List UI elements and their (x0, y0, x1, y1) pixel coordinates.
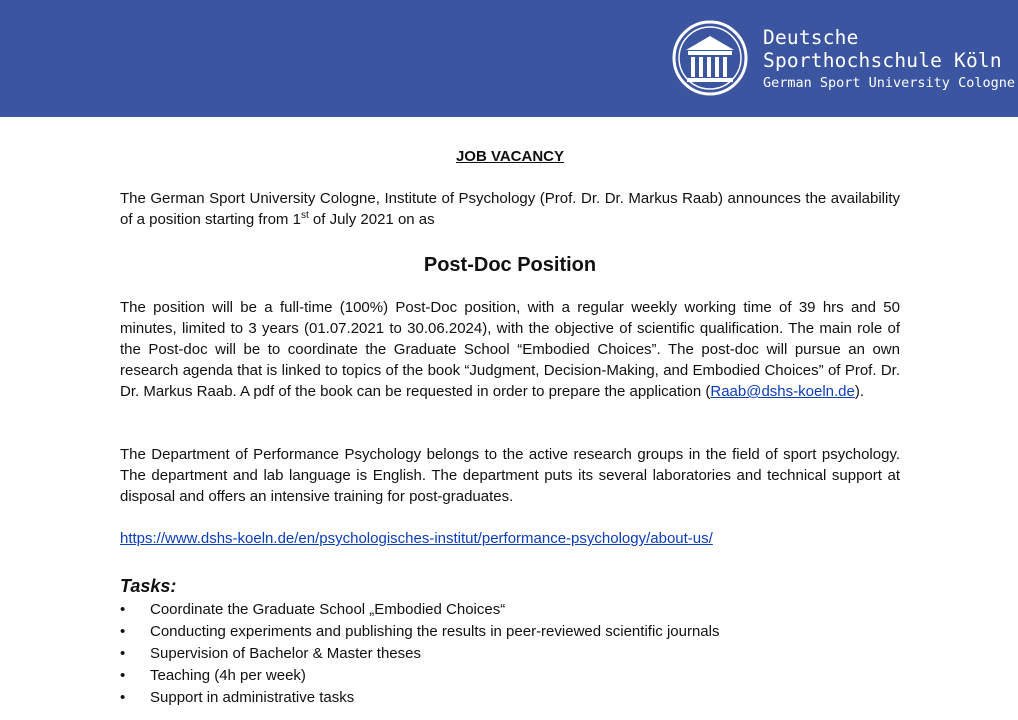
intro-paragraph (120, 188, 900, 230)
position-text: The position will be a full-time (100%) Post-Doc position, with a regular weekly working time of 39 hrs and 50 minutes, limited to 3 years (01.07.2021 to 30.06.2024), with the objective of scientific qualification. The main role of the Post-doc will be to coordinate the Graduate School “Embodied Choices”. The post-doc will pursue an own research agenda that is linked to topics of the book “Judgment, Decision-Making, and Embodied Choices” of Prof. Dr. Dr. Markus Raab. A pdf of the book can be requested in order to prepare the application ( (120, 299, 900, 400)
bullet-icon: • (120, 689, 126, 706)
brand-line-3: German Sport University Cologne (763, 75, 1015, 91)
list-item (120, 621, 719, 643)
header-banner (0, 0, 1018, 117)
email-link[interactable]: Raab@dshs-koeln.de (710, 383, 855, 400)
department-paragraph: The Department of Performance Psychology belongs to the active research groups in the field of sport psychology. The department and lab language is English. The department puts its several laboratories and technical support at disposal and offers an intensive training for post-graduates. (120, 446, 900, 505)
brand-line-1: Deutsche (763, 26, 859, 49)
bullet-icon: • (120, 645, 126, 662)
position-text-end: ). (854, 383, 865, 400)
bullet-icon: • (120, 601, 126, 618)
bullet-icon: • (120, 667, 126, 684)
department-url-link[interactable]: https://www.dshs-koeln.de/en/psychologisches-institut/performance-psychology/about-us/ (120, 530, 713, 547)
tasks-heading: Tasks: (120, 576, 177, 596)
list-item (120, 643, 719, 665)
intro-superscript: st (300, 210, 309, 221)
list-item (120, 687, 719, 709)
position-title: Post-Doc Position (423, 254, 597, 276)
tasks-list (120, 599, 719, 709)
university-brand (763, 26, 1015, 92)
university-building-logo-icon (672, 20, 748, 96)
intro-text-1: The German Sport University Cologne, Institute of Psychology (Prof. Dr. Dr. Markus Raab) announces the availability of a position starting from 1 (120, 190, 900, 228)
list-item (120, 599, 719, 621)
job-vacancy-heading: JOB VACANCY (455, 148, 565, 165)
task-text: Support in administrative tasks (150, 689, 355, 706)
task-text: Teaching (4h per week) (150, 667, 306, 684)
list-item (120, 665, 719, 687)
intro-text-2: of July 2021 on as (308, 211, 435, 228)
task-text: Supervision of Bachelor & Master theses (150, 645, 421, 662)
task-text: Conducting experiments and publishing the results in peer-reviewed scientific journals (150, 623, 720, 640)
position-paragraph (120, 297, 900, 402)
bullet-icon: • (120, 623, 126, 640)
brand-line-2: Sporthochschule Köln (763, 49, 1002, 72)
task-text: Coordinate the Graduate School „Embodied Choices“ (150, 601, 506, 618)
